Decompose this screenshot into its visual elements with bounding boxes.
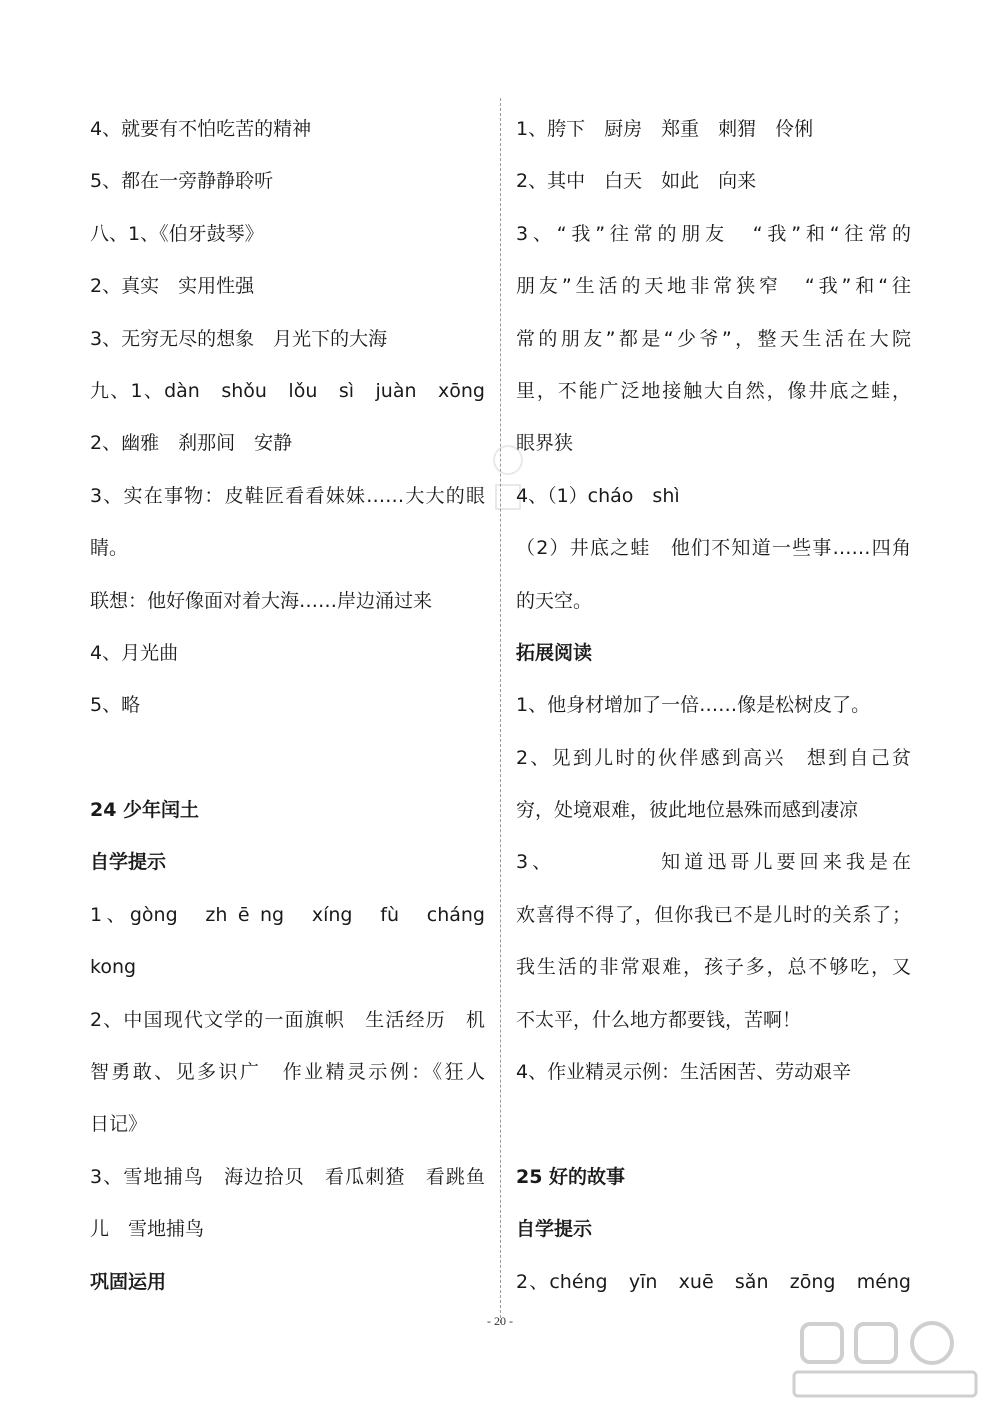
answer-line: 欢喜得不得了，但你我已不是儿时的关系了； <box>516 903 911 926</box>
answer-line: 4、月光曲 <box>90 641 179 664</box>
answer-line: 2、幽雅 刹那间 安静 <box>90 432 293 455</box>
answer-line: 2、见到儿时的伙伴感到高兴 想到自己贫 <box>516 746 911 769</box>
answer-line: 5、都在一旁静静聆听 <box>90 170 274 193</box>
answer-line: 里，不能广泛地接触大自然，像井底之蛙， <box>516 379 911 402</box>
section-heading: 25 好的故事 <box>516 1165 626 1188</box>
answer-line: 九、1、dàn shǒu lǒu sì juàn xōng <box>90 379 485 402</box>
answer-line: 1、gòng zh ē ng xíng fù cháng <box>90 903 485 926</box>
answer-line: 朋友”生活的天地非常狭窄 “我”和“往 <box>516 275 911 298</box>
answer-line: 1、胯下 厨房 郑重 刺猬 伶俐 <box>516 118 814 140</box>
answer-line: 2、中国现代文学的一面旗帜 生活经历 机 <box>90 1008 485 1031</box>
spacer <box>90 732 485 784</box>
answer-line: 3、无穷无尽的想象 月光下的大海 <box>90 327 388 350</box>
answer-line: 3、实在事物：皮鞋匠看看妹妹……大大的眼 <box>90 484 485 507</box>
answer-line: 2、真实 实用性强 <box>90 275 255 298</box>
answer-line: 5、略 <box>90 694 141 717</box>
answer-line: 3、“我”往常的朋友 “我”和“往常的 <box>516 222 911 245</box>
answer-line: 3、 知道迅哥儿要回来我是在 <box>516 851 911 874</box>
answer-line: （2）井底之蛙 他们不知道一些事……四角 <box>516 537 911 560</box>
subsection-heading: 巩固运用 <box>90 1270 167 1293</box>
answer-line: 智勇敢、见多识广 作业精灵示例：《狂人 <box>90 1061 485 1084</box>
answer-line: 儿 雪地捕鸟 <box>90 1218 205 1241</box>
answer-line: 联想：他好像面对着大海……岸边涌过来 <box>90 589 433 612</box>
answer-line: 的天空。 <box>516 589 593 612</box>
subsection-heading: 拓展阅读 <box>516 641 593 664</box>
section-heading: 24 少年闰土 <box>90 799 200 822</box>
answer-line: 八、1、《伯牙鼓琴》 <box>90 222 264 245</box>
answer-line: 睛。 <box>90 537 129 560</box>
column-divider <box>500 98 501 1323</box>
right-column <box>516 103 911 1308</box>
answer-line: kong <box>90 956 137 979</box>
answer-line: 日记》 <box>90 1113 148 1136</box>
answer-line: 3、雪地捕鸟 海边拾贝 看瓜刺猹 看跳鱼 <box>90 1165 485 1188</box>
answer-line: 穷，处境艰难，彼此地位悬殊而感到凄凉 <box>516 799 859 822</box>
subsection-heading: 自学提示 <box>516 1218 593 1241</box>
answer-line: 2、chéng yīn xuē sǎn zōng méng <box>516 1270 911 1293</box>
answer-line: 眼界狭 <box>516 432 574 455</box>
subsection-heading: 自学提示 <box>90 851 167 874</box>
left-column <box>90 103 485 1308</box>
spacer <box>516 1098 911 1150</box>
answer-line: 常的朋友”都是“少爷”，整天生活在大院 <box>516 327 911 350</box>
answer-line: 4、作业精灵示例：生活困苦、劳动艰辛 <box>516 1061 852 1084</box>
answer-line: 我生活的非常艰难，孩子多，总不够吃，又 <box>516 956 911 979</box>
answer-line: 4、（1）cháo shì <box>516 484 680 507</box>
answer-line: 4、就要有不怕吃苦的精神 <box>90 118 312 140</box>
answer-line: 2、其中 白天 如此 向来 <box>516 170 757 193</box>
page-number: - 20 - <box>487 1314 513 1328</box>
answer-line: 不太平，什么地方都要钱，苦啊！ <box>516 1008 802 1031</box>
watermark-logo <box>790 1320 980 1400</box>
answer-line: 1、他身材增加了一倍……像是松树皮了。 <box>516 694 871 717</box>
